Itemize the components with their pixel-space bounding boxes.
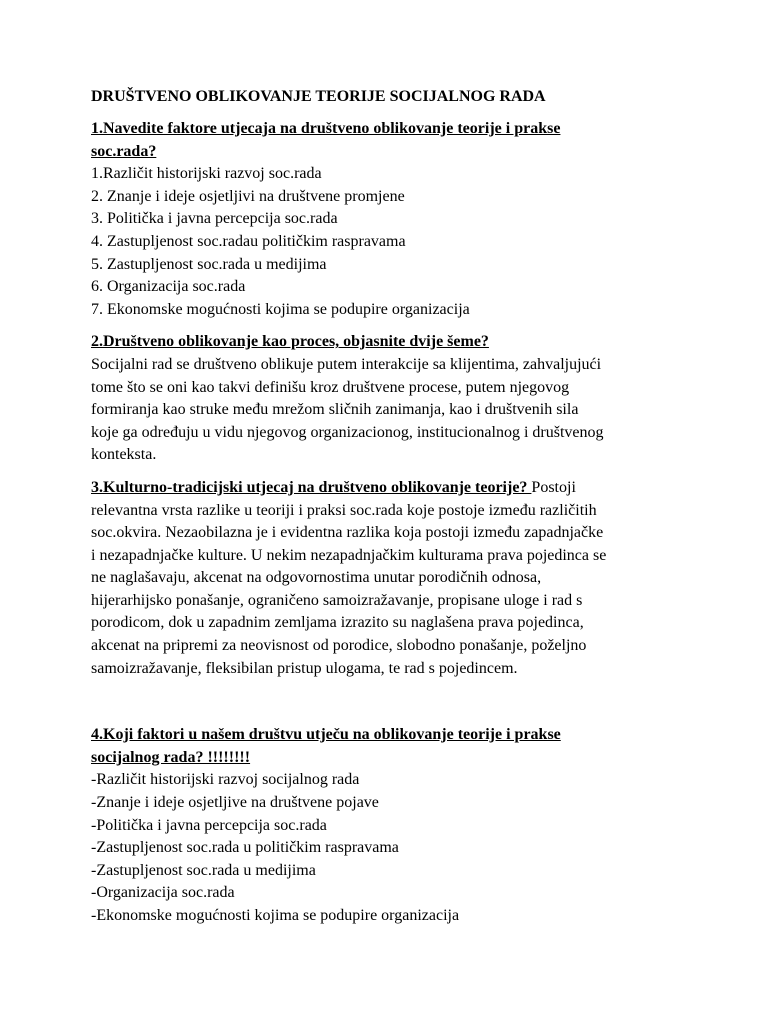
section-3 bbox=[91, 477, 678, 680]
list-item: -Politička i javna percepcija soc.rada bbox=[91, 816, 327, 834]
list-item: -Znanje i ideje osjetljive na društvene pojave bbox=[91, 794, 379, 812]
list-item: 1.Različit historijski razvoj soc.rada bbox=[91, 165, 322, 183]
list-item: -Zastupljenost soc.rada u medijima bbox=[91, 861, 316, 879]
question-2: 2.Društveno oblikovanje kao proces, objasnite dvije šeme? bbox=[91, 333, 489, 351]
paragraph-line: konteksta. bbox=[91, 446, 157, 464]
paragraph-line: relevantna vrsta razlike u teoriji i praksi soc.rada koje postoje između različitih bbox=[91, 501, 597, 519]
paragraph-line: tome što se oni kao takvi definišu kroz društvene procese, putem njegovog bbox=[91, 378, 570, 396]
document-title: DRUŠTVENO OBLIKOVANJE TEORIJE SOCIJALNOG RADA bbox=[91, 88, 546, 105]
question-4-line-2: socijalnog rada? !!!!!!!! bbox=[91, 748, 251, 766]
list-item: 7. Ekonomske mogućnosti kojima se podupire organizacija bbox=[91, 300, 470, 318]
section-4 bbox=[91, 724, 678, 927]
list-item: 4. Zastupljenost soc.radau političkim raspravama bbox=[91, 232, 406, 250]
question-4-line-1: 4.Koji faktori u našem društvu utječu na oblikovanje teorije i prakse bbox=[91, 726, 561, 744]
list-item: -Različit historijski razvoj socijalnog rada bbox=[91, 771, 360, 789]
blank-space bbox=[91, 690, 678, 724]
question-3: 3.Kulturno-tradicijski utjecaj na društveno oblikovanje teorije? bbox=[91, 478, 532, 496]
question-3-line bbox=[91, 477, 678, 500]
list-item: -Organizacija soc.rada bbox=[91, 884, 235, 902]
paragraph-line: akcenat na pripremi za neovisnost od porodice, slobodno ponašanje, poželjno bbox=[91, 637, 587, 655]
question-1-line-2: soc.rada? bbox=[91, 142, 157, 160]
paragraph-start: Postoji bbox=[531, 478, 576, 496]
paragraph-line: ne naglašavaju, akcenat na odgovornostima unutar porodičnih odnosa, bbox=[91, 569, 542, 587]
list-item: 6. Organizacija soc.rada bbox=[91, 278, 246, 296]
list-item: 2. Znanje i ideje osjetljivi na društvene promjene bbox=[91, 187, 405, 205]
paragraph-line: formiranja kao struke među mrežom sličnih zanimanja, kao i društvenih sila bbox=[91, 401, 579, 419]
paragraph-line: i nezapadnjačke kulture. U nekim nezapadnjačkim kulturama prava pojedinca se bbox=[91, 546, 607, 564]
section-2 bbox=[91, 331, 678, 467]
list-item: -Ekonomske mogućnosti kojima se podupire organizacija bbox=[91, 907, 460, 924]
list-item: 3. Politička i javna percepcija soc.rada bbox=[91, 210, 338, 228]
paragraph-line: samoizražavanje, fleksibilan pristup ulogama, te rad s pojedincem. bbox=[91, 659, 518, 677]
list-item: -Zastupljenost soc.rada u političkim raspravama bbox=[91, 839, 399, 857]
section-1 bbox=[91, 118, 678, 321]
question-1-line-1: 1.Navedite faktore utjecaja na društveno oblikovanje teorije i prakse bbox=[91, 120, 561, 137]
list-item: 5. Zastupljenost soc.rada u medijima bbox=[91, 255, 327, 273]
paragraph-line: koje ga određuju u vidu njegovog organizacionog, institucionalnog i društvenog bbox=[91, 423, 604, 441]
paragraph-line: hijerarhijsko ponašanje, ograničeno samoizražavanje, propisane uloge i rad s bbox=[91, 591, 583, 609]
paragraph-line: porodicom, dok u zapadnim zemljama izrazito su naglašena prava pojedinca, bbox=[91, 614, 584, 632]
paragraph-line: soc.okvira. Nezaobilazna je i evidentna razlika koja postoji između zapadnjačke bbox=[91, 524, 604, 542]
paragraph-line: Socijalni rad se društveno oblikuje putem interakcije sa klijentima, zahvaljujući bbox=[91, 355, 602, 373]
